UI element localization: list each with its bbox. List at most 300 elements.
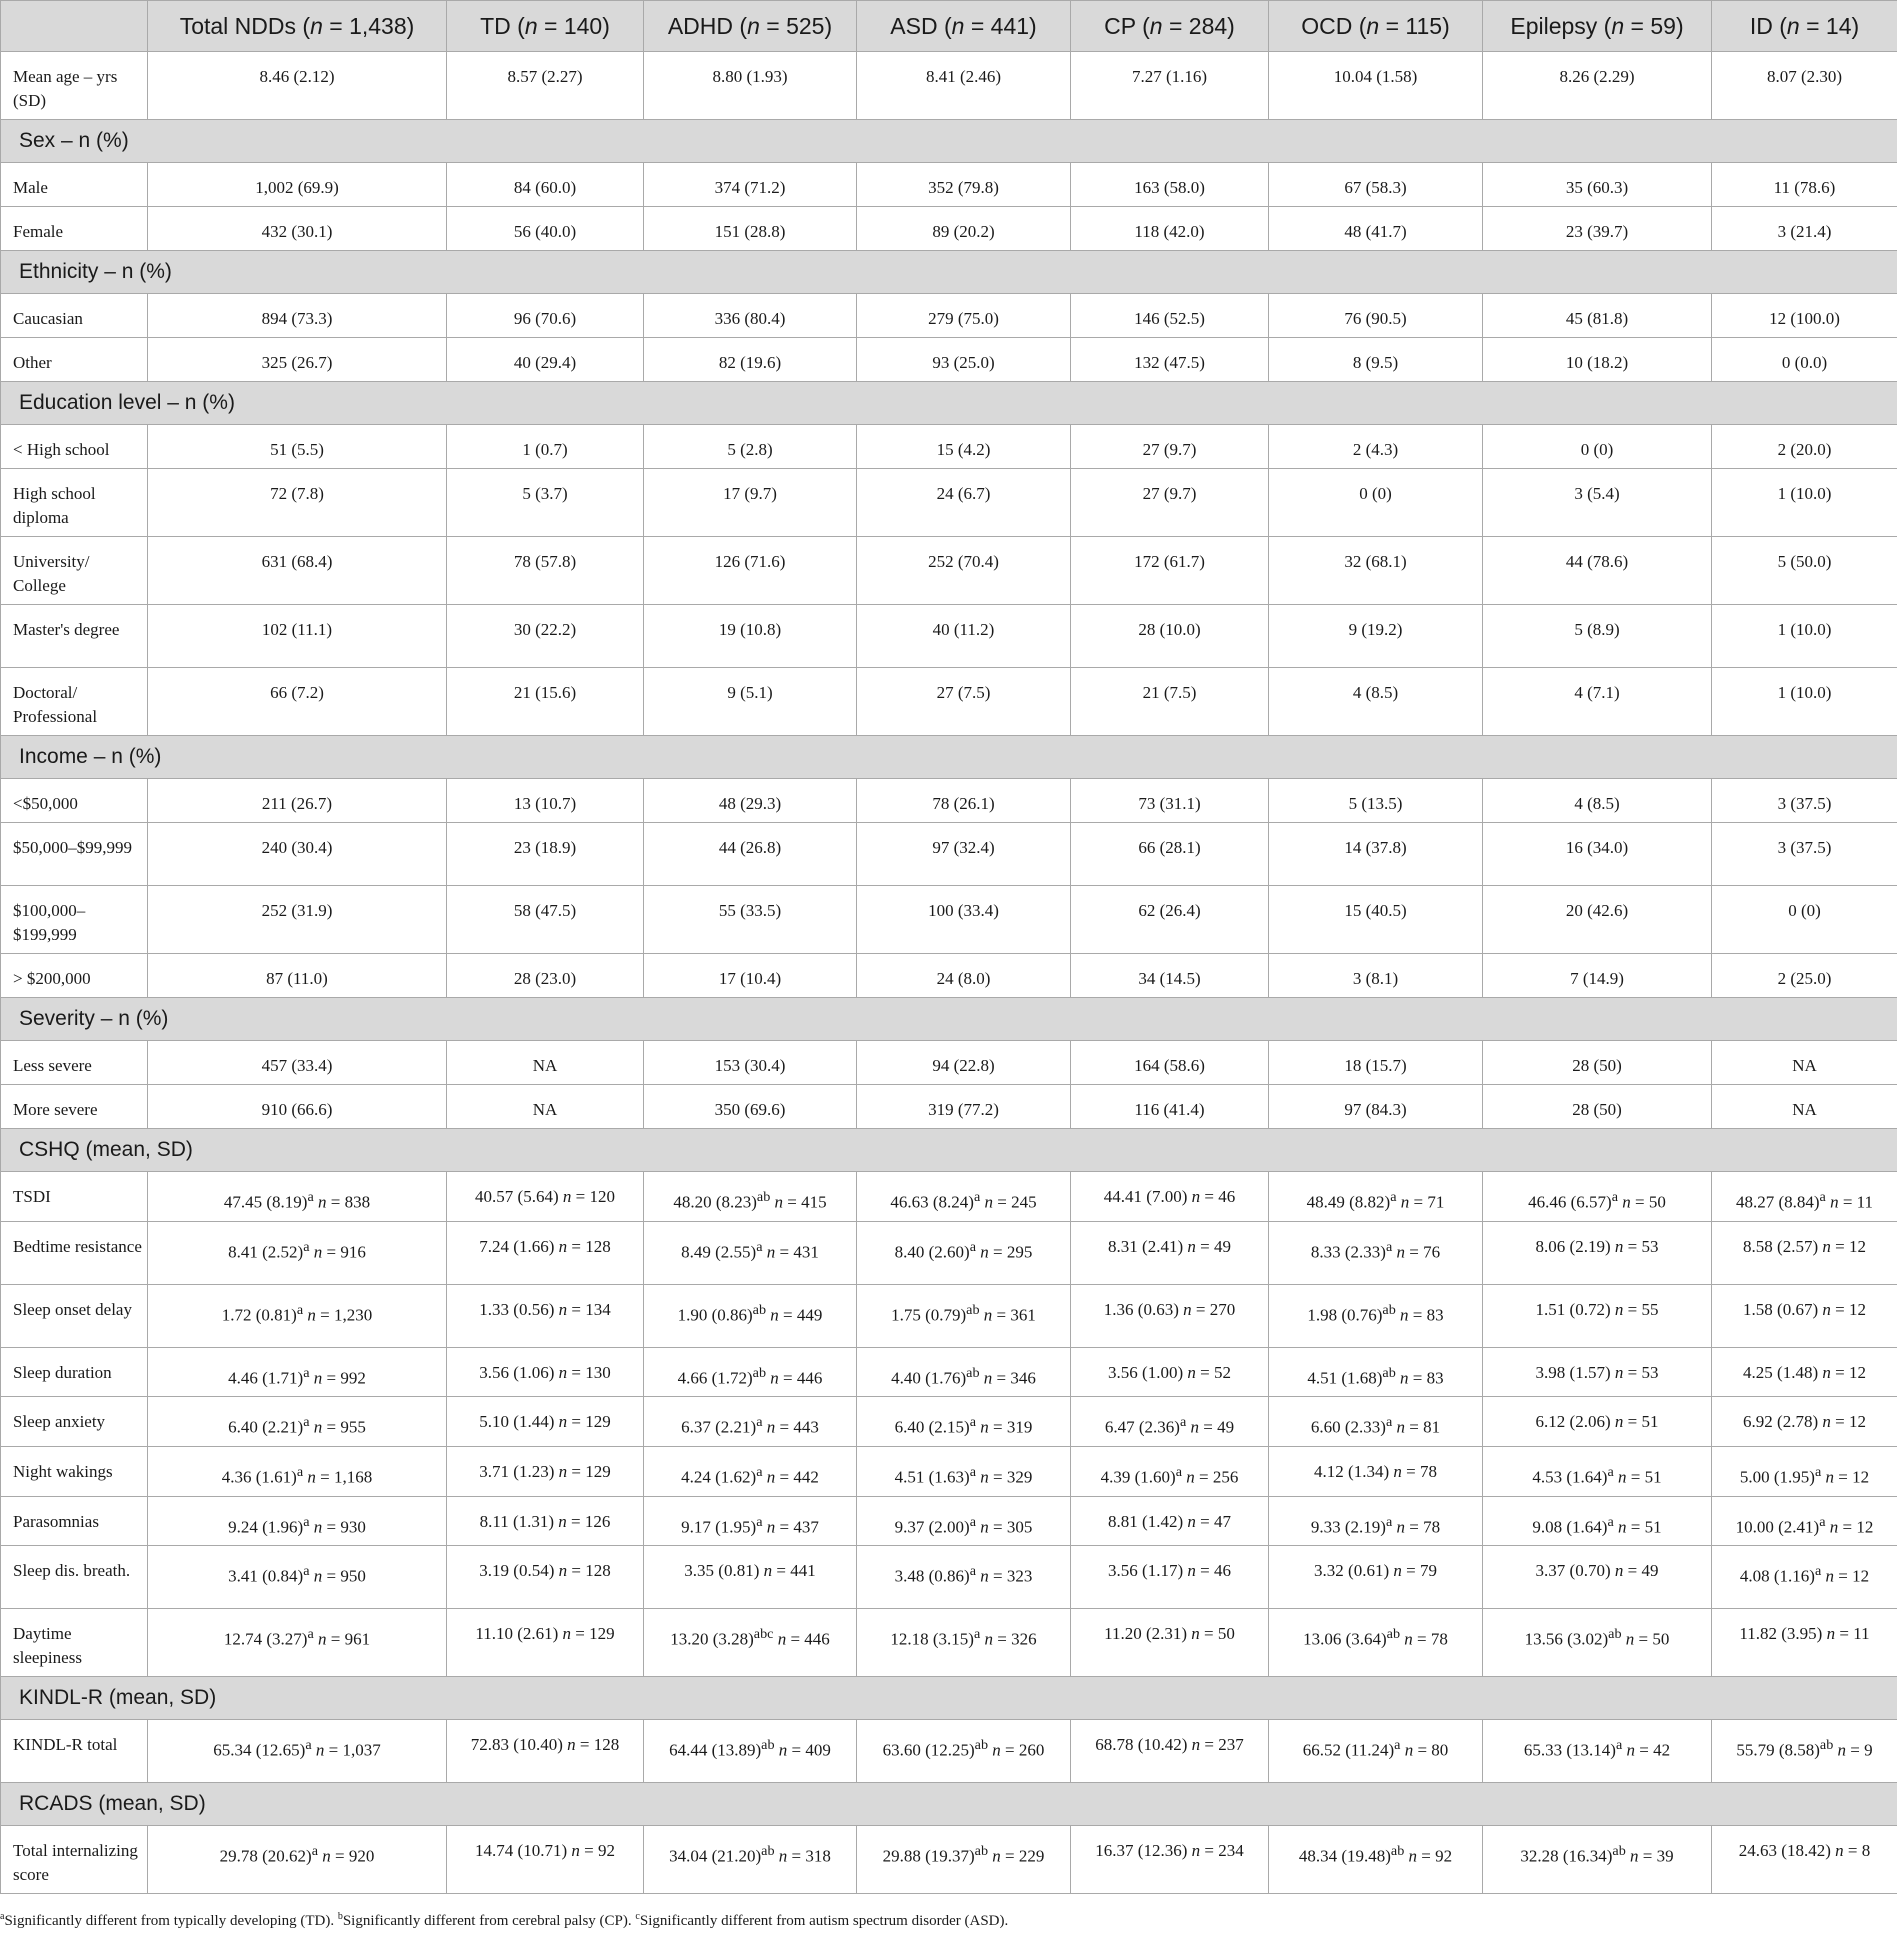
table-cell: 84 (60.0): [447, 163, 644, 207]
section-label: KINDL-R (mean, SD): [1, 1677, 1897, 1720]
table-cell: 211 (26.7): [148, 779, 447, 823]
table-cell: 1.98 $(0.76)^{ab}$ n = 83: [1269, 1284, 1483, 1347]
table-cell: 4 (8.5): [1269, 668, 1483, 736]
table-cell: 48.27 $(8.84)^a$ n = 11: [1712, 1172, 1897, 1222]
table-row: [1, 1546, 1897, 1609]
table-cell: 8.57 (2.27): [447, 52, 644, 120]
row-label: Mean age – yrs (SD): [1, 52, 148, 120]
table-cell: 4.51 $(1.68)^{ab}$ n = 83: [1269, 1347, 1483, 1397]
table-cell: 76 (90.5): [1269, 294, 1483, 338]
table-cell: 118 (42.0): [1071, 207, 1269, 251]
row-label: Daytime sleepiness: [1, 1609, 148, 1677]
table-cell: 44.41 (7.00) n = 46: [1071, 1172, 1269, 1222]
table-cell: 28 (50): [1483, 1041, 1712, 1085]
section-label: Severity – n (%): [1, 998, 1897, 1041]
table-cell: NA: [447, 1085, 644, 1129]
footnote-b: Significantly different from cerebral palsy (CP).: [342, 1913, 632, 1929]
table-cell: 96 (70.6): [447, 294, 644, 338]
table-cell: 1.58 (0.67) n = 12: [1712, 1284, 1897, 1347]
table-cell: 24 (8.0): [857, 954, 1071, 998]
col-header-total: Total NDDs (n = 1,438): [148, 1, 447, 52]
row-label: $50,000–$99,999: [1, 823, 148, 886]
table-cell: 48.34 $(19.48)^{ab}$ n = 92: [1269, 1826, 1483, 1894]
table-cell: 252 (70.4): [857, 537, 1071, 605]
table-cell: 6.47 $(2.36)^a$ n = 49: [1071, 1397, 1269, 1447]
table-cell: 6.37 $(2.21)^a$ n = 443: [644, 1397, 857, 1447]
table-row: [1, 668, 1897, 736]
table-cell: 35 (60.3): [1483, 163, 1712, 207]
table-cell: 153 (30.4): [644, 1041, 857, 1085]
table-cell: 13 (10.7): [447, 779, 644, 823]
row-label: <$50,000: [1, 779, 148, 823]
table-cell: 1.90 $(0.86)^{ab}$ n = 449: [644, 1284, 857, 1347]
table-cell: 23 (18.9): [447, 823, 644, 886]
table-cell: 51 (5.5): [148, 425, 447, 469]
table-cell: 32 (68.1): [1269, 537, 1483, 605]
table-cell: 4 (7.1): [1483, 668, 1712, 736]
table-cell: 72.83 (10.40) n = 128: [447, 1720, 644, 1783]
table-cell: 67 (58.3): [1269, 163, 1483, 207]
table-cell: 62 (26.4): [1071, 886, 1269, 954]
col-header-id: ID (n = 14): [1712, 1, 1897, 52]
table-cell: 89 (20.2): [857, 207, 1071, 251]
table-cell: 56 (40.0): [447, 207, 644, 251]
table-cell: 0 (0): [1269, 469, 1483, 537]
table-cell: 78 (57.8): [447, 537, 644, 605]
table-cell: 6.92 (2.78) n = 12: [1712, 1397, 1897, 1447]
table-cell: 4.12 (1.34) n = 78: [1269, 1446, 1483, 1496]
table-cell: 1.36 (0.63) n = 270: [1071, 1284, 1269, 1347]
table-cell: 325 (26.7): [148, 338, 447, 382]
table-row: [1, 1446, 1897, 1496]
section-label: Education level – n (%): [1, 382, 1897, 425]
table-cell: 5 (3.7): [447, 469, 644, 537]
table-cell: 146 (52.5): [1071, 294, 1269, 338]
table-cell: 4.66 $(1.72)^{ab}$ n = 446: [644, 1347, 857, 1397]
table-cell: 23 (39.7): [1483, 207, 1712, 251]
table-cell: 64.44 $(13.89)^{ab}$ n = 409: [644, 1720, 857, 1783]
table-cell: 8.81 (1.42) n = 47: [1071, 1496, 1269, 1546]
table-cell: 65.33 $(13.14)^a$ n = 42: [1483, 1720, 1712, 1783]
table-cell: 34.04 $(21.20)^{ab}$ n = 318: [644, 1826, 857, 1894]
table-cell: 68.78 (10.42) n = 237: [1071, 1720, 1269, 1783]
table-row: [1, 207, 1897, 251]
table-cell: 3.56 (1.06) n = 130: [447, 1347, 644, 1397]
table-cell: 9 (19.2): [1269, 605, 1483, 668]
table-cell: 44 (26.8): [644, 823, 857, 886]
table-cell: 8.06 (2.19) n = 53: [1483, 1221, 1712, 1284]
table-cell: 34 (14.5): [1071, 954, 1269, 998]
table-cell: 374 (71.2): [644, 163, 857, 207]
table-cell: 40.57 (5.64) n = 120: [447, 1172, 644, 1222]
table-row: [1, 469, 1897, 537]
table-cell: 151 (28.8): [644, 207, 857, 251]
table-cell: 2 (4.3): [1269, 425, 1483, 469]
table-cell: 8.58 (2.57) n = 12: [1712, 1221, 1897, 1284]
table-cell: 24 (6.7): [857, 469, 1071, 537]
col-header-adhd: ADHD (n = 525): [644, 1, 857, 52]
row-label: Male: [1, 163, 148, 207]
table-cell: 8.07 (2.30): [1712, 52, 1897, 120]
table-cell: 46.63 $(8.24)^a$ n = 245: [857, 1172, 1071, 1222]
table-cell: 47.45 $(8.19)^a$ n = 838: [148, 1172, 447, 1222]
table-cell: 1 (10.0): [1712, 668, 1897, 736]
table-cell: 48 (29.3): [644, 779, 857, 823]
table-cell: 24.63 (18.42) n = 8: [1712, 1826, 1897, 1894]
table-cell: 252 (31.9): [148, 886, 447, 954]
table-cell: 3.32 (0.61) n = 79: [1269, 1546, 1483, 1609]
table-cell: 27 (9.7): [1071, 469, 1269, 537]
table-cell: 78 (26.1): [857, 779, 1071, 823]
table-cell: 1.51 (0.72) n = 55: [1483, 1284, 1712, 1347]
table-body: [1, 52, 1897, 1894]
table-cell: 15 (40.5): [1269, 886, 1483, 954]
table-cell: 73 (31.1): [1071, 779, 1269, 823]
row-label: Night wakings: [1, 1446, 148, 1496]
table-cell: 3.35 (0.81) n = 441: [644, 1546, 857, 1609]
row-label: More severe: [1, 1085, 148, 1129]
table-cell: 3 (37.5): [1712, 823, 1897, 886]
table-cell: 12 (100.0): [1712, 294, 1897, 338]
table-cell: 9.24 $(1.96)^a$ n = 930: [148, 1496, 447, 1546]
section-row: [1, 382, 1897, 425]
row-label: Bedtime resistance: [1, 1221, 148, 1284]
table-cell: 65.34 $(12.65)^a$ n = 1,037: [148, 1720, 447, 1783]
table-cell: 18 (15.7): [1269, 1041, 1483, 1085]
table-cell: 8.80 (1.93): [644, 52, 857, 120]
table-cell: 46.46 $(6.57)^a$ n = 50: [1483, 1172, 1712, 1222]
row-label: TSDI: [1, 1172, 148, 1222]
footnote-a: Significantly different from typically developing (TD).: [4, 1913, 335, 1929]
table-cell: 29.78 $(20.62)^a$ n = 920: [148, 1826, 447, 1894]
table-cell: 4.25 (1.48) n = 12: [1712, 1347, 1897, 1397]
table-row: [1, 163, 1897, 207]
table-cell: 11 (78.6): [1712, 163, 1897, 207]
table-cell: 7.24 (1.66) n = 128: [447, 1221, 644, 1284]
table-cell: 9 (5.1): [644, 668, 857, 736]
table-cell: 28 (10.0): [1071, 605, 1269, 668]
table-cell: 10 (18.2): [1483, 338, 1712, 382]
table-cell: 3.37 (0.70) n = 49: [1483, 1546, 1712, 1609]
table-cell: 66 (28.1): [1071, 823, 1269, 886]
table-cell: 27 (7.5): [857, 668, 1071, 736]
table-cell: 17 (10.4): [644, 954, 857, 998]
table-cell: 3.56 (1.00) n = 52: [1071, 1347, 1269, 1397]
table-row: [1, 52, 1897, 120]
table-cell: 19 (10.8): [644, 605, 857, 668]
col-header-cp: CP (n = 284): [1071, 1, 1269, 52]
table-cell: 3 (37.5): [1712, 779, 1897, 823]
table-row: [1, 1221, 1897, 1284]
row-label: Parasomnias: [1, 1496, 148, 1546]
table-cell: 4.39 $(1.60)^a$ n = 256: [1071, 1446, 1269, 1496]
table-cell: 44 (78.6): [1483, 537, 1712, 605]
table-cell: 1 (10.0): [1712, 605, 1897, 668]
table-cell: 93 (25.0): [857, 338, 1071, 382]
table-cell: 17 (9.7): [644, 469, 857, 537]
table-cell: 21 (15.6): [447, 668, 644, 736]
row-label: KINDL-R total: [1, 1720, 148, 1783]
table-cell: 45 (81.8): [1483, 294, 1712, 338]
table-cell: 240 (30.4): [148, 823, 447, 886]
table-cell: 4.36 $(1.61)^a$ n = 1,168: [148, 1446, 447, 1496]
table-cell: 5.00 $(1.95)^a$ n = 12: [1712, 1446, 1897, 1496]
table-cell: 9.37 $(2.00)^a$ n = 305: [857, 1496, 1071, 1546]
table-row: [1, 1085, 1897, 1129]
table-cell: 13.06 $(3.64)^{ab}$ n = 78: [1269, 1609, 1483, 1677]
table-cell: 4 (8.5): [1483, 779, 1712, 823]
table-row: [1, 294, 1897, 338]
section-row: [1, 120, 1897, 163]
table-cell: 9.17 $(1.95)^a$ n = 437: [644, 1496, 857, 1546]
table-cell: 30 (22.2): [447, 605, 644, 668]
table-cell: 8.46 (2.12): [148, 52, 447, 120]
row-label: High school diploma: [1, 469, 148, 537]
row-label: Less severe: [1, 1041, 148, 1085]
table-cell: 10.00 $(2.41)^a$ n = 12: [1712, 1496, 1897, 1546]
table-cell: 55 (33.5): [644, 886, 857, 954]
table-row: [1, 1720, 1897, 1783]
table-cell: 352 (79.8): [857, 163, 1071, 207]
table-cell: 279 (75.0): [857, 294, 1071, 338]
table-cell: 7 (14.9): [1483, 954, 1712, 998]
table-cell: 8.41 $(2.52)^a$ n = 916: [148, 1221, 447, 1284]
table-cell: 1.72 $(0.81)^a$ n = 1,230: [148, 1284, 447, 1347]
col-header-td: TD (n = 140): [447, 1, 644, 52]
table-row: [1, 1609, 1897, 1677]
table-cell: 8.33 $(2.33)^a$ n = 76: [1269, 1221, 1483, 1284]
table-cell: 66 (7.2): [148, 668, 447, 736]
section-row: [1, 251, 1897, 294]
section-label: Sex – n (%): [1, 120, 1897, 163]
table-cell: 102 (11.1): [148, 605, 447, 668]
table-row: [1, 1397, 1897, 1447]
table-cell: 0 (0): [1712, 886, 1897, 954]
table-cell: 14.74 (10.71) n = 92: [447, 1826, 644, 1894]
table-cell: 6.40 $(2.21)^a$ n = 955: [148, 1397, 447, 1447]
table-cell: 29.88 $(19.37)^{ab}$ n = 229: [857, 1826, 1071, 1894]
table-cell: 319 (77.2): [857, 1085, 1071, 1129]
table-cell: 8.49 $(2.55)^a$ n = 431: [644, 1221, 857, 1284]
table-cell: 6.60 $(2.33)^a$ n = 81: [1269, 1397, 1483, 1447]
section-row: [1, 998, 1897, 1041]
table-row: [1, 338, 1897, 382]
section-label: Income – n (%): [1, 736, 1897, 779]
table-cell: 336 (80.4): [644, 294, 857, 338]
table-cell: 1 (0.7): [447, 425, 644, 469]
table-cell: 11.82 (3.95) n = 11: [1712, 1609, 1897, 1677]
col-header-epilepsy: Epilepsy (n = 59): [1483, 1, 1712, 52]
table-cell: 21 (7.5): [1071, 668, 1269, 736]
table-cell: 3.71 (1.23) n = 129: [447, 1446, 644, 1496]
table-cell: 164 (58.6): [1071, 1041, 1269, 1085]
table-cell: 100 (33.4): [857, 886, 1071, 954]
table-cell: 7.27 (1.16): [1071, 52, 1269, 120]
table-cell: 48 (41.7): [1269, 207, 1483, 251]
table-cell: 14 (37.8): [1269, 823, 1483, 886]
table-cell: NA: [1712, 1085, 1897, 1129]
table-cell: 4.40 $(1.76)^{ab}$ n = 346: [857, 1347, 1071, 1397]
table-cell: 11.20 (2.31) n = 50: [1071, 1609, 1269, 1677]
row-label: Sleep anxiety: [1, 1397, 148, 1447]
table-cell: 8.31 (2.41) n = 49: [1071, 1221, 1269, 1284]
table-cell: 432 (30.1): [148, 207, 447, 251]
table-cell: 32.28 $(16.34)^{ab}$ n = 39: [1483, 1826, 1712, 1894]
table-cell: 5 (2.8): [644, 425, 857, 469]
table-cell: 457 (33.4): [148, 1041, 447, 1085]
table-row: [1, 1826, 1897, 1894]
table-cell: 116 (41.4): [1071, 1085, 1269, 1129]
table-row: [1, 605, 1897, 668]
table-cell: 16 (34.0): [1483, 823, 1712, 886]
table-cell: 11.10 (2.61) n = 129: [447, 1609, 644, 1677]
section-label: Ethnicity – n (%): [1, 251, 1897, 294]
table-cell: 5 (13.5): [1269, 779, 1483, 823]
row-label: > $200,000: [1, 954, 148, 998]
table-cell: 10.04 (1.58): [1269, 52, 1483, 120]
table-row: [1, 1347, 1897, 1397]
table-cell: 8 (9.5): [1269, 338, 1483, 382]
table-cell: 6.12 (2.06) n = 51: [1483, 1397, 1712, 1447]
section-row: [1, 1783, 1897, 1826]
table-row: [1, 1496, 1897, 1546]
table-cell: 8.11 (1.31) n = 126: [447, 1496, 644, 1546]
table-cell: 3.41 $(0.84)^a$ n = 950: [148, 1546, 447, 1609]
table-cell: 15 (4.2): [857, 425, 1071, 469]
table-cell: 9.33 $(2.19)^a$ n = 78: [1269, 1496, 1483, 1546]
row-label: Female: [1, 207, 148, 251]
table-cell: 8.26 (2.29): [1483, 52, 1712, 120]
row-label: Master's degree: [1, 605, 148, 668]
table-cell: 4.51 $(1.63)^a$ n = 329: [857, 1446, 1071, 1496]
table-cell: 87 (11.0): [148, 954, 447, 998]
table-cell: 20 (42.6): [1483, 886, 1712, 954]
table-cell: 2 (20.0): [1712, 425, 1897, 469]
table-cell: 6.40 $(2.15)^a$ n = 319: [857, 1397, 1071, 1447]
table-cell: 910 (66.6): [148, 1085, 447, 1129]
table-cell: 8.40 $(2.60)^a$ n = 295: [857, 1221, 1071, 1284]
table-cell: 2 (25.0): [1712, 954, 1897, 998]
table-cell: 3 (5.4): [1483, 469, 1712, 537]
table-cell: 8.41 (2.46): [857, 52, 1071, 120]
table-row: [1, 1041, 1897, 1085]
footnotes: $^a$Significantly different from typically developing (TD). $^b$Significantly different from cerebral palsy (CP). $^c$Significantly different from autism spectrum disorder (ASD).: [0, 1911, 1009, 1929]
table-cell: 1.33 (0.56) n = 134: [447, 1284, 644, 1347]
section-row: [1, 1129, 1897, 1172]
section-row: [1, 1677, 1897, 1720]
table-cell: 1 (10.0): [1712, 469, 1897, 537]
table-cell: NA: [447, 1041, 644, 1085]
table-cell: 27 (9.7): [1071, 425, 1269, 469]
footnote-c: Significantly different from autism spectrum disorder (ASD).: [639, 1913, 1009, 1929]
table-cell: 72 (7.8): [148, 469, 447, 537]
header-corner: [1, 1, 148, 52]
table-cell: 58 (47.5): [447, 886, 644, 954]
table-cell: 4.08 $(1.16)^a$ n = 12: [1712, 1546, 1897, 1609]
table-cell: 3 (21.4): [1712, 207, 1897, 251]
table-cell: 1.75 $(0.79)^{ab}$ n = 361: [857, 1284, 1071, 1347]
section-row: [1, 736, 1897, 779]
table-cell: 94 (22.8): [857, 1041, 1071, 1085]
table-row: [1, 537, 1897, 605]
table-cell: 28 (50): [1483, 1085, 1712, 1129]
table-cell: 5 (50.0): [1712, 537, 1897, 605]
table-cell: 97 (32.4): [857, 823, 1071, 886]
table-cell: 55.79 $(8.58)^{ab}$ n = 9: [1712, 1720, 1897, 1783]
row-label: Total internalizing score: [1, 1826, 148, 1894]
table-row: [1, 886, 1897, 954]
header-row: [1, 1, 1897, 52]
table-cell: 4.24 $(1.62)^a$ n = 442: [644, 1446, 857, 1496]
table-row: [1, 823, 1897, 886]
table-cell: 3.56 (1.17) n = 46: [1071, 1546, 1269, 1609]
table-cell: 0 (0): [1483, 425, 1712, 469]
table-cell: 48.20 $(8.23)^{ab}$ n = 415: [644, 1172, 857, 1222]
table-row: [1, 1172, 1897, 1222]
table-cell: 4.53 $(1.64)^a$ n = 51: [1483, 1446, 1712, 1496]
row-label: Caucasian: [1, 294, 148, 338]
table-cell: 163 (58.0): [1071, 163, 1269, 207]
table-cell: 13.56 $(3.02)^{ab}$ n = 50: [1483, 1609, 1712, 1677]
table-cell: 5.10 (1.44) n = 129: [447, 1397, 644, 1447]
col-header-ocd: OCD (n = 115): [1269, 1, 1483, 52]
row-label: Sleep onset delay: [1, 1284, 148, 1347]
row-label: Sleep dis. breath.: [1, 1546, 148, 1609]
row-label: < High school: [1, 425, 148, 469]
table-cell: 12.74 $(3.27)^a$ n = 961: [148, 1609, 447, 1677]
table-row: [1, 779, 1897, 823]
table-cell: 48.49 $(8.82)^a$ n = 71: [1269, 1172, 1483, 1222]
row-label: Doctoral/ Professional: [1, 668, 148, 736]
table-cell: 40 (11.2): [857, 605, 1071, 668]
table-cell: 28 (23.0): [447, 954, 644, 998]
table-row: [1, 425, 1897, 469]
section-label: CSHQ (mean, SD): [1, 1129, 1897, 1172]
table-cell: 631 (68.4): [148, 537, 447, 605]
table-cell: 5 (8.9): [1483, 605, 1712, 668]
table-row: [1, 954, 1897, 998]
table-cell: 3.19 (0.54) n = 128: [447, 1546, 644, 1609]
table-cell: 0 (0.0): [1712, 338, 1897, 382]
table-cell: 82 (19.6): [644, 338, 857, 382]
row-label: Sleep duration: [1, 1347, 148, 1397]
table-cell: 12.18 $(3.15)^a$ n = 326: [857, 1609, 1071, 1677]
table-cell: 1,002 (69.9): [148, 163, 447, 207]
table-cell: 350 (69.6): [644, 1085, 857, 1129]
table-row: [1, 1284, 1897, 1347]
table-cell: 4.46 $(1.71)^a$ n = 992: [148, 1347, 447, 1397]
table-cell: 40 (29.4): [447, 338, 644, 382]
table-cell: 16.37 (12.36) n = 234: [1071, 1826, 1269, 1894]
col-header-asd: ASD (n = 441): [857, 1, 1071, 52]
table-cell: 126 (71.6): [644, 537, 857, 605]
table-cell: 3 (8.1): [1269, 954, 1483, 998]
section-label: RCADS (mean, SD): [1, 1783, 1897, 1826]
table-cell: 9.08 $(1.64)^a$ n = 51: [1483, 1496, 1712, 1546]
row-label: $100,000–$199,999: [1, 886, 148, 954]
table-cell: 172 (61.7): [1071, 537, 1269, 605]
table-cell: 894 (73.3): [148, 294, 447, 338]
table-cell: 3.98 (1.57) n = 53: [1483, 1347, 1712, 1397]
table-cell: 63.60 $(12.25)^{ab}$ n = 260: [857, 1720, 1071, 1783]
table-cell: 97 (84.3): [1269, 1085, 1483, 1129]
row-label: Other: [1, 338, 148, 382]
table-cell: 13.20 $(3.28)^{abc}$ n = 446: [644, 1609, 857, 1677]
row-label: University/ College: [1, 537, 148, 605]
table-cell: 66.52 $(11.24)^a$ n = 80: [1269, 1720, 1483, 1783]
table-cell: NA: [1712, 1041, 1897, 1085]
table-cell: 132 (47.5): [1071, 338, 1269, 382]
